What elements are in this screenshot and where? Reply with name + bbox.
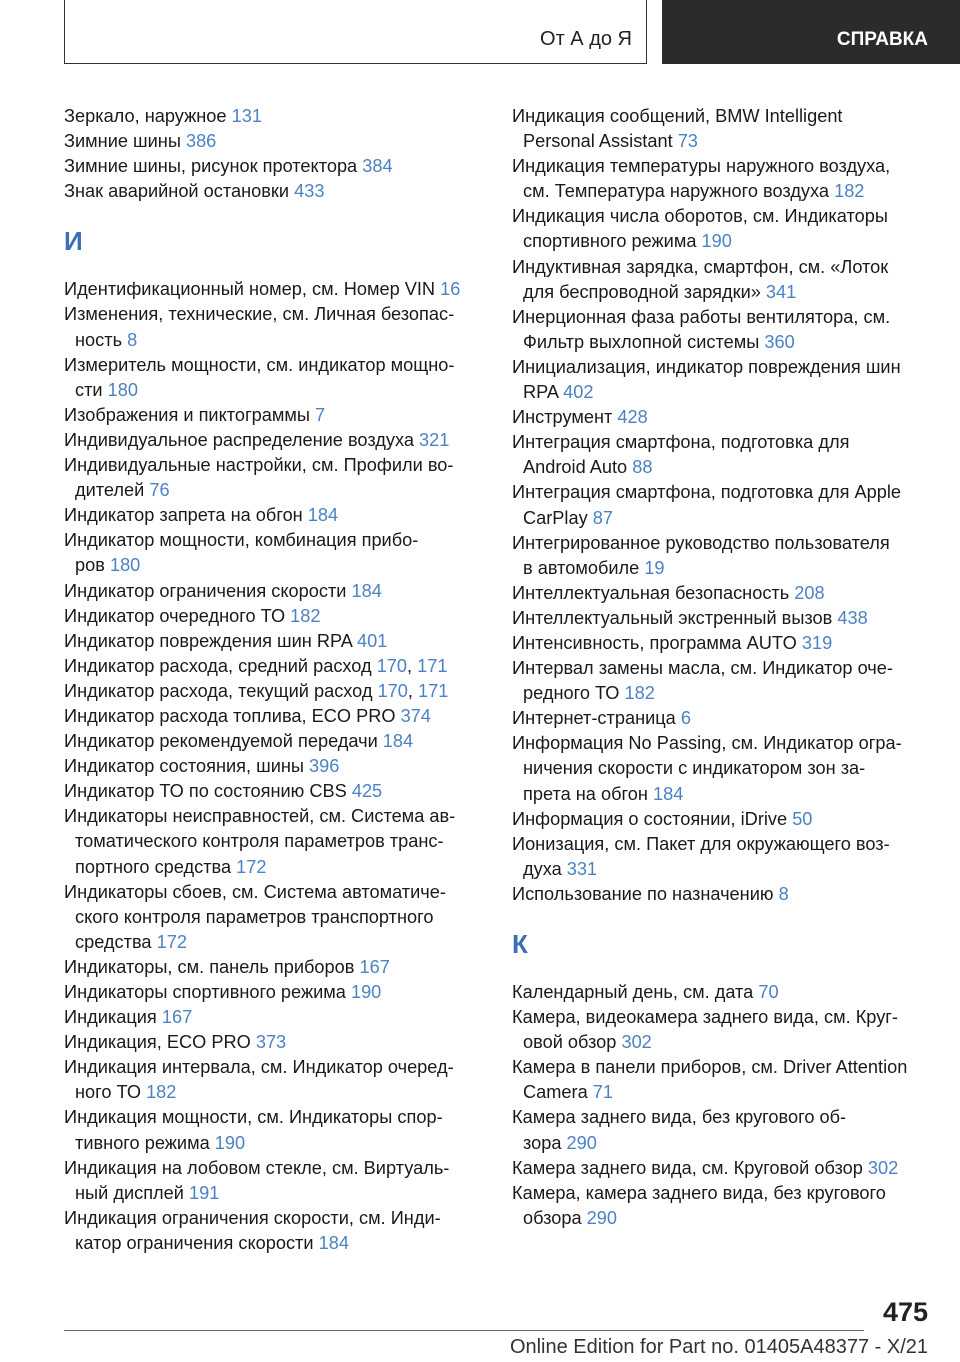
index-entry (512, 405, 932, 430)
page-reference-link[interactable]: 184 (307, 505, 339, 526)
entry-text: Интеллектуальная безопасность (512, 582, 795, 603)
index-entry (512, 882, 932, 907)
entry-text: CarPlay (523, 507, 593, 528)
entry-text: томатического контроля параметров транс- (75, 831, 444, 852)
entry-text: овой обзор (523, 1032, 622, 1053)
entry-text: портного средства (75, 856, 237, 877)
entry-text: зора (523, 1132, 567, 1153)
index-entry (64, 1156, 476, 1181)
index-entry-continuation (512, 179, 932, 204)
index-entry (64, 1206, 476, 1231)
entry-text: Индуктивная зарядка, смартфон, см. «Лоток (512, 256, 889, 277)
entry-text: Камера, видеокамера заднего вида, см. Круг- (512, 1007, 898, 1028)
entry-text: дителей (75, 480, 150, 501)
entry-text: Индикатор расхода, средний расход (64, 655, 377, 676)
index-entry (64, 1030, 476, 1055)
entry-text: Зеркало, наружное (64, 106, 232, 126)
index-entry (512, 355, 932, 380)
index-entry (512, 531, 932, 556)
page-reference-link[interactable]: 171 (418, 680, 449, 701)
entry-text: Personal Assistant (523, 131, 678, 152)
page-reference-link[interactable]: 190 (214, 1132, 246, 1153)
index-entry-continuation (64, 829, 476, 854)
entry-text: Изменения, технические, см. Личная безопас- (64, 304, 455, 325)
entry-text: Изображения и пиктограммы (64, 404, 315, 425)
page-reference-link[interactable]: 70 (758, 982, 779, 1002)
page-reference-link[interactable]: 172 (156, 931, 187, 952)
page-reference-link[interactable]: 6 (680, 708, 691, 729)
page-reference-link[interactable]: 438 (837, 607, 868, 628)
page-reference-link[interactable]: 180 (107, 379, 138, 400)
index-column-right (512, 104, 932, 1231)
entry-text: Индикатор очередного ТО (64, 605, 291, 626)
entry-text: Камера заднего вида, без кругового об- (512, 1107, 847, 1128)
index-tab-label: От А до Я (540, 28, 632, 50)
entry-text: Индикация ограничения скорости, см. Инди- (64, 1207, 441, 1228)
entry-text: Знак аварийной остановки (64, 181, 295, 202)
entry-text: духа (523, 858, 567, 879)
page-reference-link[interactable]: 401 (356, 630, 388, 651)
index-entry-continuation (512, 129, 932, 154)
index-entry (512, 1181, 932, 1206)
entry-text: Календарный день, см. дата (512, 982, 759, 1002)
page-reference-link[interactable]: 433 (294, 181, 325, 202)
entry-text: в автомобиле (523, 557, 645, 578)
entry-text: прета на обгон (523, 783, 653, 804)
page-reference-link[interactable]: 76 (149, 480, 170, 501)
page-reference-link[interactable]: 167 (161, 1007, 193, 1028)
entry-text: Интеграция смартфона, подготовка для (512, 432, 850, 453)
page-reference-link[interactable]: 396 (309, 756, 340, 777)
page-reference-link[interactable]: 184 (351, 580, 382, 601)
page-reference-link[interactable]: 172 (236, 856, 267, 877)
entry-text: Индикатор мощности, комбинация прибо- (64, 530, 419, 551)
index-entry (64, 804, 476, 829)
page-reference-link[interactable]: 184 (382, 731, 414, 752)
entry-text: Индикатор повреждения шин RPA (64, 630, 357, 651)
index-entry (512, 832, 932, 857)
index-entry (64, 604, 476, 629)
index-entry (64, 302, 476, 327)
entry-text: Индикатор запрета на обгон (64, 505, 308, 526)
index-entry (512, 656, 932, 681)
entry-text: Интенсивность, программа AUTO (512, 632, 802, 653)
index-entry-continuation (512, 380, 932, 405)
index-entry (512, 154, 932, 179)
entry-text: ный дисплей (75, 1182, 189, 1203)
entry-text: Идентификационный номер, см. Номер VIN (64, 279, 441, 300)
index-entry: Индикатор расхода, средний расход 170, 171 (64, 655, 448, 676)
entry-text: RPA (523, 382, 564, 403)
index-entry (512, 480, 932, 505)
page-reference-link[interactable]: 131 (231, 106, 262, 126)
index-entry-continuation (512, 1080, 932, 1105)
index-entry-continuation (64, 553, 476, 578)
index-entry-continuation (64, 1231, 476, 1256)
section-tab[interactable] (662, 0, 960, 64)
page-header (64, 0, 960, 64)
index-entry-continuation (64, 478, 476, 503)
page-number: 475 (882, 1297, 928, 1327)
index-entry (64, 880, 476, 905)
index-entry (512, 731, 932, 756)
entry-text: Индикация температуры наружного воздуха, (512, 156, 891, 177)
entry-text: Фильтр выхлопной системы (523, 331, 765, 352)
index-entry-continuation (512, 330, 932, 355)
entry-text: Индикаторы спортивного режима (64, 982, 351, 1002)
index-entry (64, 729, 476, 754)
index-entry (64, 129, 476, 154)
index-entry (512, 581, 932, 606)
entry-text: Индикатор ограничения скорости (64, 580, 352, 601)
page-reference-link[interactable]: 8 (778, 883, 789, 904)
page-reference-link[interactable]: 319 (801, 632, 833, 653)
entry-text: Интернет-страница (512, 708, 681, 729)
index-entry (64, 754, 476, 779)
page-reference-link[interactable]: 341 (765, 281, 797, 302)
index-entry (64, 528, 476, 553)
page-reference-link[interactable]: 402 (563, 382, 594, 403)
page-reference-link[interactable]: 170 (376, 655, 408, 676)
page-reference-link[interactable]: 167 (359, 956, 390, 977)
entry-text: Инерционная фаза работы вентилятора, см. (512, 306, 891, 327)
index-entry-continuation (512, 229, 932, 254)
entry-text: Индикатор рекомендуемой передачи (64, 731, 383, 752)
entry-text: Индикация интервала, см. Индикатор очеред- (64, 1057, 454, 1078)
entry-text: Индикаторы сбоев, см. Система автоматиче- (64, 881, 446, 902)
index-entry (64, 403, 476, 428)
index-entry (64, 955, 476, 980)
index-entry (512, 104, 932, 129)
page-reference-link[interactable]: 184 (318, 1232, 349, 1253)
index-entry (64, 579, 476, 604)
page-reference-link[interactable]: 182 (624, 683, 655, 704)
entry-text: Камера, камера заднего вида, без кругового (512, 1182, 886, 1203)
footer-divider (64, 1330, 864, 1331)
index-entry (64, 980, 476, 1005)
page-reference-link[interactable]: 208 (794, 582, 825, 603)
index-entry-continuation (512, 1131, 932, 1156)
entry-text: Зимние шины (64, 131, 186, 152)
index-entry-continuation (512, 1206, 932, 1231)
index-entry: Индикатор расхода, текущий расход 170, 171 (64, 680, 449, 701)
entry-text: Инициализация, индикатор повреждения шин (512, 356, 901, 377)
index-entry (64, 704, 476, 729)
index-entry-continuation (64, 1181, 476, 1206)
page-reference-link[interactable]: 374 (400, 705, 431, 726)
entry-text: Измеритель мощности, см. индикатор мощно- (64, 354, 455, 375)
entry-text: Индикаторы, см. панель приборов (64, 956, 360, 977)
page-reference-link[interactable]: 302 (867, 1157, 899, 1178)
page-reference-link[interactable]: 428 (617, 407, 648, 428)
index-entry (512, 631, 932, 656)
index-column-left (64, 104, 476, 1256)
section-letter: И (64, 226, 83, 257)
entry-text: ров (75, 555, 110, 576)
index-entry (64, 1005, 476, 1030)
page-reference-link[interactable]: 321 (419, 429, 450, 450)
index-entry (512, 1005, 932, 1030)
index-entry-continuation (512, 782, 932, 807)
entry-text: Использование по назначению (512, 883, 779, 904)
entry-text: спортивного режима (523, 231, 702, 252)
page-reference-link[interactable]: 182 (834, 181, 865, 202)
index-entry (64, 428, 476, 453)
entry-text: Информация о состоянии, iDrive (512, 808, 793, 829)
index-entry-continuation (64, 855, 476, 880)
entry-text: ничения скорости с индикатором зон за- (523, 758, 866, 779)
entry-text: Зимние шины, рисунок протектора (64, 156, 363, 177)
index-entry (512, 1156, 932, 1181)
page-reference-link[interactable]: 16 (440, 279, 461, 300)
index-entry-continuation (64, 378, 476, 403)
entry-text: Индикатор состояния, шины (64, 756, 310, 777)
index-entry-continuation (64, 905, 476, 930)
index-entry (512, 305, 932, 330)
index-entry (512, 706, 932, 731)
page-reference-link[interactable]: 7 (314, 404, 326, 425)
entry-text: Интеллектуальный экстренный вызов (512, 607, 838, 628)
index-entry-continuation (512, 506, 932, 531)
entry-text: Интеграция смартфона, подготовка для Apple (512, 482, 901, 503)
entry-text: Camera (523, 1082, 593, 1103)
entry-text: Индивидуальное распределение воздуха (64, 429, 420, 450)
page-reference-link[interactable]: 386 (185, 131, 217, 152)
entry-text: редного ТО (523, 683, 625, 704)
index-entry (512, 255, 932, 280)
index-entry (512, 980, 932, 1005)
entry-text: обзора (523, 1207, 587, 1228)
page-reference-link[interactable]: 19 (644, 557, 665, 578)
page-reference-link[interactable]: 50 (792, 808, 813, 829)
page-reference-link[interactable]: 302 (621, 1032, 652, 1053)
index-entry-continuation (512, 1030, 932, 1055)
index-entry-continuation (512, 857, 932, 882)
page-reference-link[interactable]: 171 (417, 655, 448, 676)
entry-text: Индикация, ECO PRO (64, 1032, 256, 1053)
index-entry (64, 104, 476, 129)
entry-text: Информация No Passing, см. Индикатор огра- (512, 733, 902, 754)
page-reference-link[interactable]: 331 (566, 858, 598, 879)
index-entry (512, 807, 932, 832)
index-entry-continuation (512, 455, 932, 480)
entry-text: Индикация на лобовом стекле, см. Виртуаль- (64, 1157, 450, 1178)
entry-text: Инструмент (512, 407, 618, 428)
page-reference-link[interactable]: 290 (566, 1132, 597, 1153)
entry-text: Индивидуальные настройки, см. Профили во- (64, 455, 454, 476)
entry-text: Индикация числа оборотов, см. Индикаторы (512, 206, 888, 227)
entry-text: тивного режима (75, 1132, 215, 1153)
entry-text: Индикация (64, 1007, 162, 1028)
index-entry (64, 154, 476, 179)
entry-text: ского контроля параметров транспортного (75, 906, 434, 927)
entry-text: Камера заднего вида, см. Круговой обзор (512, 1157, 868, 1178)
index-entry-continuation (64, 1080, 476, 1105)
index-entry-continuation (512, 556, 932, 581)
entry-text: см. Температура наружного воздуха (523, 181, 835, 202)
index-entry (512, 1105, 932, 1130)
entry-text: Интервал замены масла, см. Индикатор оче- (512, 658, 893, 679)
index-entry (64, 779, 476, 804)
page-reference-link[interactable]: 191 (188, 1182, 220, 1203)
page-reference-link[interactable]: 184 (652, 783, 684, 804)
index-entry (64, 353, 476, 378)
entry-text: Интегрированное руководство пользователя (512, 532, 890, 553)
page-reference-link[interactable]: 87 (592, 507, 613, 528)
section-letter: К (512, 929, 528, 959)
page-reference-link[interactable]: 180 (109, 555, 141, 576)
index-entry (64, 629, 476, 654)
entry-text: средства (75, 931, 157, 952)
index-entry-continuation (512, 280, 932, 305)
index-entry-continuation (512, 681, 932, 706)
index-entry-continuation (64, 1131, 476, 1156)
page-reference-link[interactable]: 8 (127, 329, 138, 350)
page-reference-link[interactable]: 88 (632, 457, 653, 478)
entry-text: Индикаторы неисправностей, см. Система ав- (64, 806, 456, 827)
page-reference-link[interactable]: 190 (701, 231, 732, 252)
entry-text: для беспроводной зарядки» (523, 281, 766, 302)
index-entry (64, 277, 476, 302)
page-reference-link[interactable]: 190 (350, 982, 382, 1002)
entry-text: Android Auto (523, 457, 633, 478)
page-reference-link[interactable]: 425 (351, 781, 383, 802)
page-reference-link[interactable]: 182 (146, 1082, 177, 1103)
index-entry (64, 179, 476, 204)
page-reference-link[interactable]: 170 (377, 680, 408, 701)
entry-text: катор ограничения скорости (75, 1232, 319, 1253)
page-reference-link[interactable]: 73 (677, 131, 698, 152)
index-entry (512, 430, 932, 455)
page-reference-link[interactable]: 182 (290, 605, 321, 626)
index-entry (64, 1055, 476, 1080)
section-tab-label: СПРАВКА (836, 29, 928, 50)
page-reference-link[interactable]: 290 (586, 1207, 618, 1228)
index-entry-continuation (64, 930, 476, 955)
footer-edition: Online Edition for Part no. 01405A48377 - X/21 (509, 1336, 928, 1358)
page-reference-link[interactable]: 384 (362, 156, 393, 177)
index-entry (64, 453, 476, 478)
index-entry (512, 606, 932, 631)
index-entry-continuation (64, 328, 476, 353)
entry-text: Камера в панели приборов, см. Driver Attention (512, 1057, 908, 1078)
entry-text: Индикатор расхода, текущий расход (64, 680, 378, 701)
page-reference-link[interactable]: 71 (592, 1082, 613, 1103)
index-entry (64, 1105, 476, 1130)
entry-text: ность (75, 329, 128, 350)
index-entry-continuation (512, 756, 932, 781)
index-tab[interactable] (64, 0, 647, 64)
entry-text: Индикатор ТО по состоянию CBS (64, 781, 352, 802)
page-reference-link[interactable]: 360 (764, 331, 795, 352)
entry-text: Индикация мощности, см. Индикаторы спор- (64, 1107, 443, 1128)
entry-text: ного ТО (75, 1082, 147, 1103)
entry-text: Индикатор расхода топлива, ECO PRO (64, 705, 401, 726)
entry-text: Ионизация, см. Пакет для окружающего воз- (512, 833, 890, 854)
page-reference-link[interactable]: 373 (255, 1032, 287, 1053)
index-entry (512, 204, 932, 229)
entry-text: Индикация сообщений, BMW Intelligent (512, 106, 843, 126)
entry-text: сти (75, 379, 108, 400)
index-entry (512, 1055, 932, 1080)
index-entry (64, 503, 476, 528)
